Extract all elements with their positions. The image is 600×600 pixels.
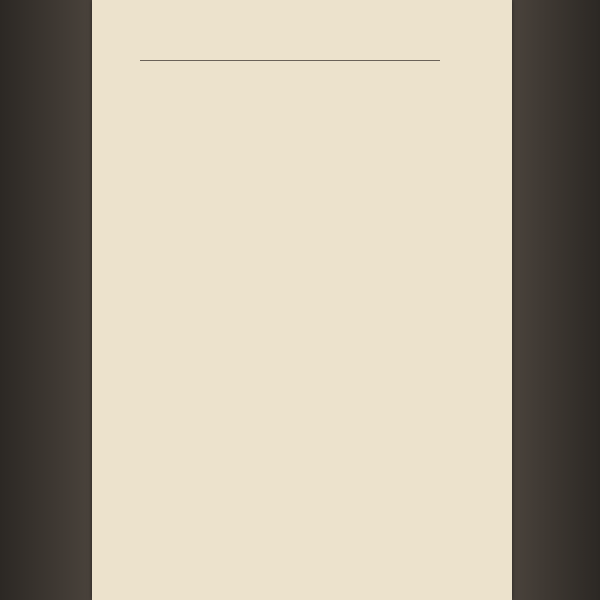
- running-head: [92, 44, 512, 58]
- running-head-rule: [140, 60, 440, 61]
- book-spine-shadow: [0, 0, 92, 600]
- book-page: [92, 0, 512, 600]
- background-right: [512, 0, 600, 600]
- index-content: [140, 70, 442, 89]
- pag-label: [140, 70, 442, 78]
